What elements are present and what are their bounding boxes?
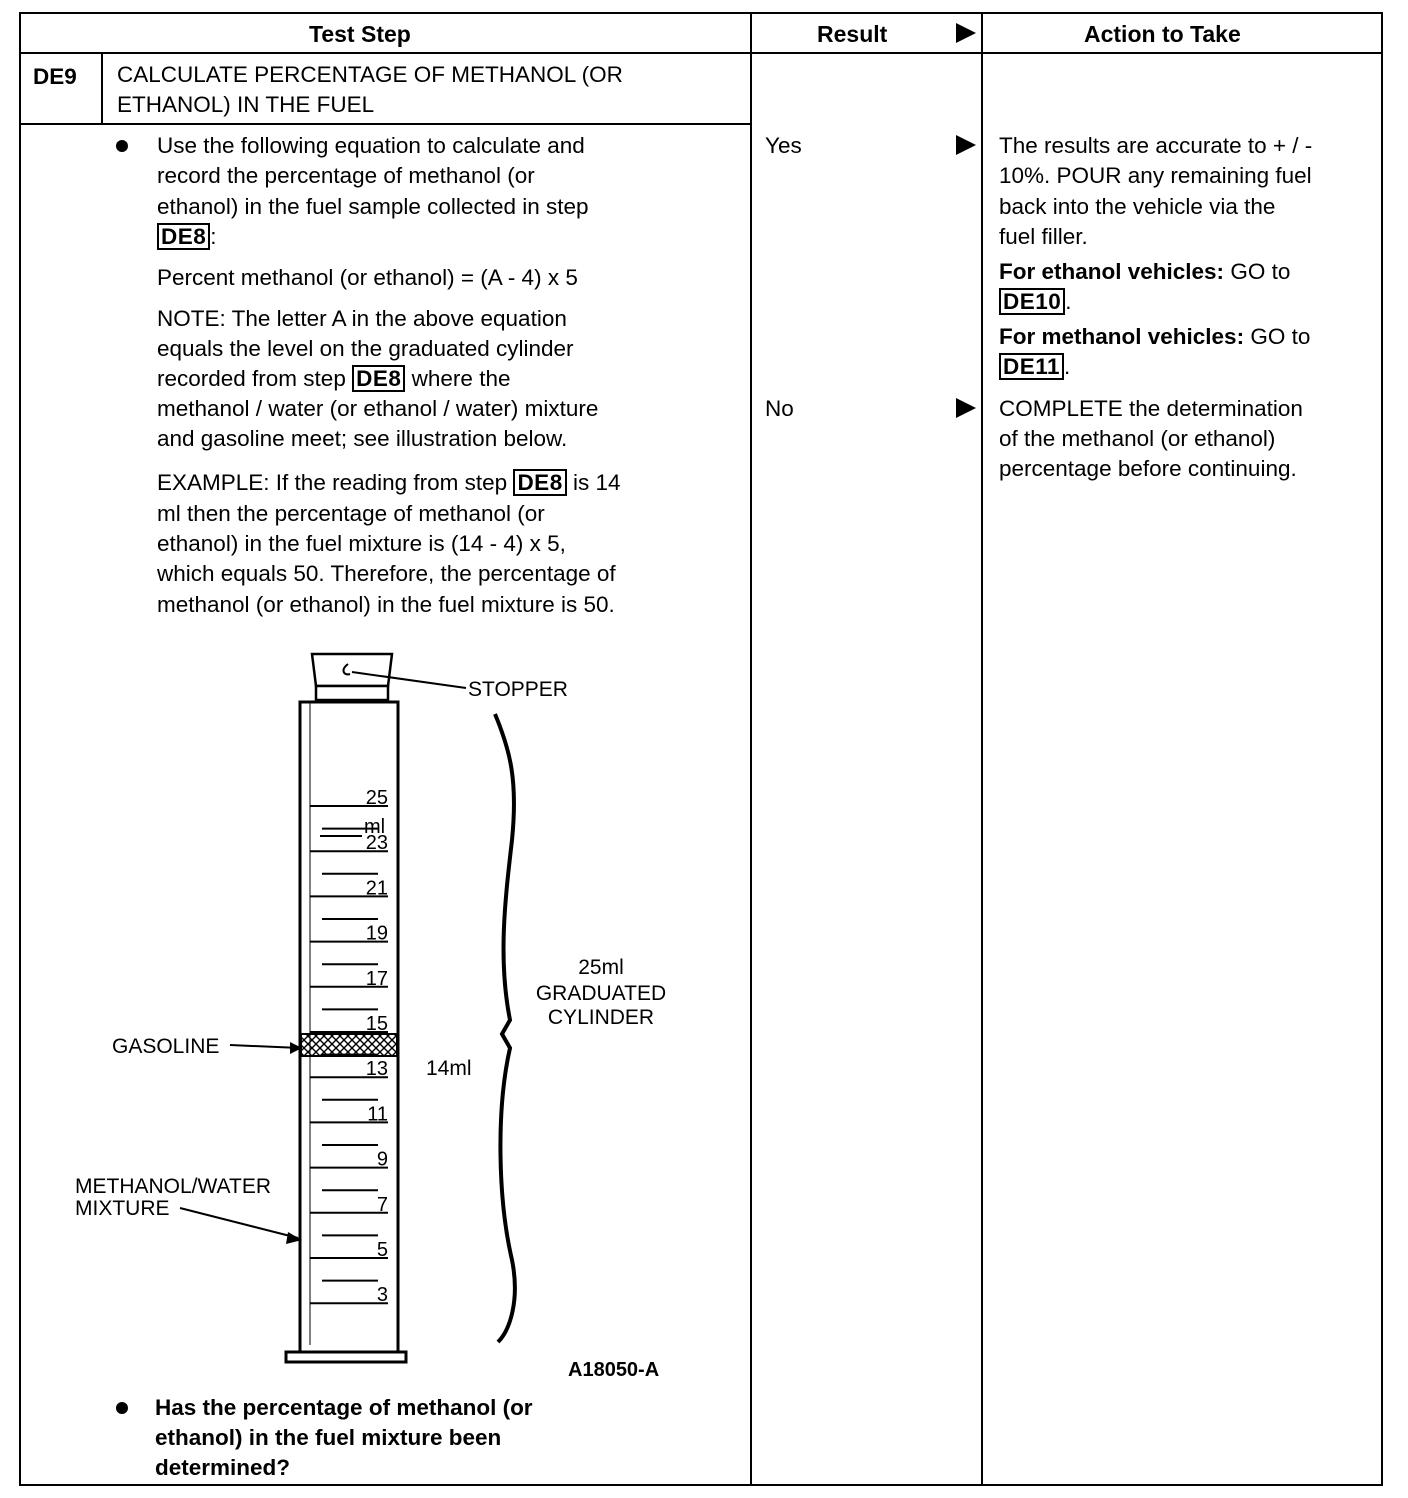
action-yes-line-1: The results are accurate to + / - [999, 133, 1313, 158]
equation: Percent methanol (or ethanol) = (A - 4) x 5 [157, 265, 578, 290]
instruction-line-1: Use the following equation to calculate and [157, 133, 585, 158]
note-line-5: and gasoline meet; see illustration below. [157, 426, 568, 451]
result-yes-arrow-icon [956, 135, 976, 155]
scale-label: 15 [365, 1013, 388, 1035]
result-yes: Yes [765, 133, 802, 158]
result-no-arrow-icon [956, 398, 976, 418]
header-arrow-icon [956, 23, 976, 43]
scale-label: 11 [367, 1103, 388, 1126]
note-line-2: equals the level on the graduated cylinder [157, 336, 574, 361]
instruction-line-4: DE8 : [157, 222, 217, 253]
question-line-2: ethanol) in the fuel mixture been [155, 1425, 502, 1450]
action-no-line-1: COMPLETE the determination [999, 396, 1303, 421]
example-line-4: which equals 50. Therefore, the percentage of [157, 561, 616, 586]
step-id: DE9 [33, 64, 77, 89]
step-ref-de8[interactable]: DE8 [157, 223, 210, 250]
scale-label: 21 [365, 877, 388, 900]
action-ethanol-ref-line: DE10 . [999, 287, 1072, 318]
gasoline-layer [301, 1034, 397, 1056]
figure-id: A18050-A [568, 1359, 660, 1380]
cylinder-label-2: GRADUATED [535, 982, 667, 1005]
example-line-2: ml then the percentage of methanol (or [157, 501, 545, 526]
action-yes-line-4: fuel filler. [999, 224, 1088, 249]
result-no: No [765, 396, 794, 421]
action-yes-line-3: back into the vehicle via the [999, 194, 1276, 219]
stopper-label: STOPPER [468, 678, 568, 701]
scale-label: 5 [376, 1239, 388, 1261]
bullet-icon [116, 140, 128, 152]
question-line-1: Has the percentage of methanol (or [155, 1395, 533, 1420]
header-test-step: Test Step [309, 21, 411, 47]
gasoline-label: GASOLINE [112, 1035, 220, 1058]
header-result: Result [817, 21, 888, 47]
header-action: Action to Take [1084, 21, 1241, 47]
mixture-label-2: MIXTURE [75, 1197, 170, 1220]
column-divider-action [981, 12, 983, 1486]
table-border-bottom [19, 1484, 1383, 1486]
scale-label: 7 [376, 1193, 388, 1216]
scale-label: 23 [365, 832, 388, 855]
scale-label: 9 [376, 1148, 388, 1171]
title-divider [19, 123, 752, 125]
example-line-5: methanol (or ethanol) in the fuel mixture is 50. [157, 592, 615, 617]
step-ref-de8[interactable]: DE8 [513, 469, 566, 496]
table-border-left [19, 12, 21, 1486]
scale-label: 17 [365, 967, 388, 990]
bullet-icon [116, 1402, 128, 1414]
scale-label: 19 [365, 922, 388, 945]
graduated-cylinder-figure [40, 640, 740, 1380]
step-ref-de10[interactable]: DE10 [999, 288, 1065, 315]
example-line-3: ethanol) in the fuel mixture is (14 - 4) x 5, [157, 531, 566, 556]
example-line-1: EXAMPLE: If the reading from step DE8 is 14 [157, 470, 621, 495]
note-line-4: methanol / water (or ethanol / water) mixture [157, 396, 599, 421]
column-divider-result [750, 12, 752, 1486]
step-title-line-1: CALCULATE PERCENTAGE OF METHANOL (OR [117, 62, 623, 87]
stopper-icon [312, 654, 392, 700]
cylinder-label-1: 25ml [578, 956, 624, 979]
instruction-line-2: record the percentage of methanol (or [157, 163, 535, 188]
action-no-line-3: percentage before continuing. [999, 456, 1297, 481]
action-no-line-2: of the methanol (or ethanol) [999, 426, 1276, 451]
mixture-label-1: METHANOL/WATER [75, 1175, 272, 1198]
action-methanol-ref-line: DE11 . [999, 352, 1070, 383]
step-title-line-2: ETHANOL) IN THE FUEL [117, 92, 375, 117]
step-ref-de11[interactable]: DE11 [999, 353, 1064, 380]
note-line-1: NOTE: The letter A in the above equation [157, 306, 567, 331]
question-line-3: determined? [155, 1455, 291, 1480]
table-border-right [1381, 12, 1383, 1486]
table-border-top [19, 12, 1383, 14]
scale-label: 3 [376, 1284, 388, 1307]
instruction-line-3: ethanol) in the fuel sample collected in step [157, 194, 589, 219]
unit-label: ml [364, 816, 386, 838]
cylinder-brace-icon [495, 714, 515, 1342]
action-yes-line-2: 10%. POUR any remaining fuel [999, 163, 1312, 188]
step-ref-de8[interactable]: DE8 [352, 365, 405, 392]
scale-label: 25 [365, 787, 388, 809]
scale-label: 13 [365, 1058, 388, 1081]
cylinder-label-3: CYLINDER [547, 1006, 655, 1029]
action-ethanol: For ethanol vehicles: GO to [999, 259, 1291, 284]
level-label: 14ml [426, 1057, 472, 1080]
header-divider [19, 52, 1383, 54]
step-id-divider [101, 52, 103, 124]
action-methanol: For methanol vehicles: GO to [999, 324, 1311, 349]
note-line-3: recorded from step DE8 where the [157, 366, 511, 391]
